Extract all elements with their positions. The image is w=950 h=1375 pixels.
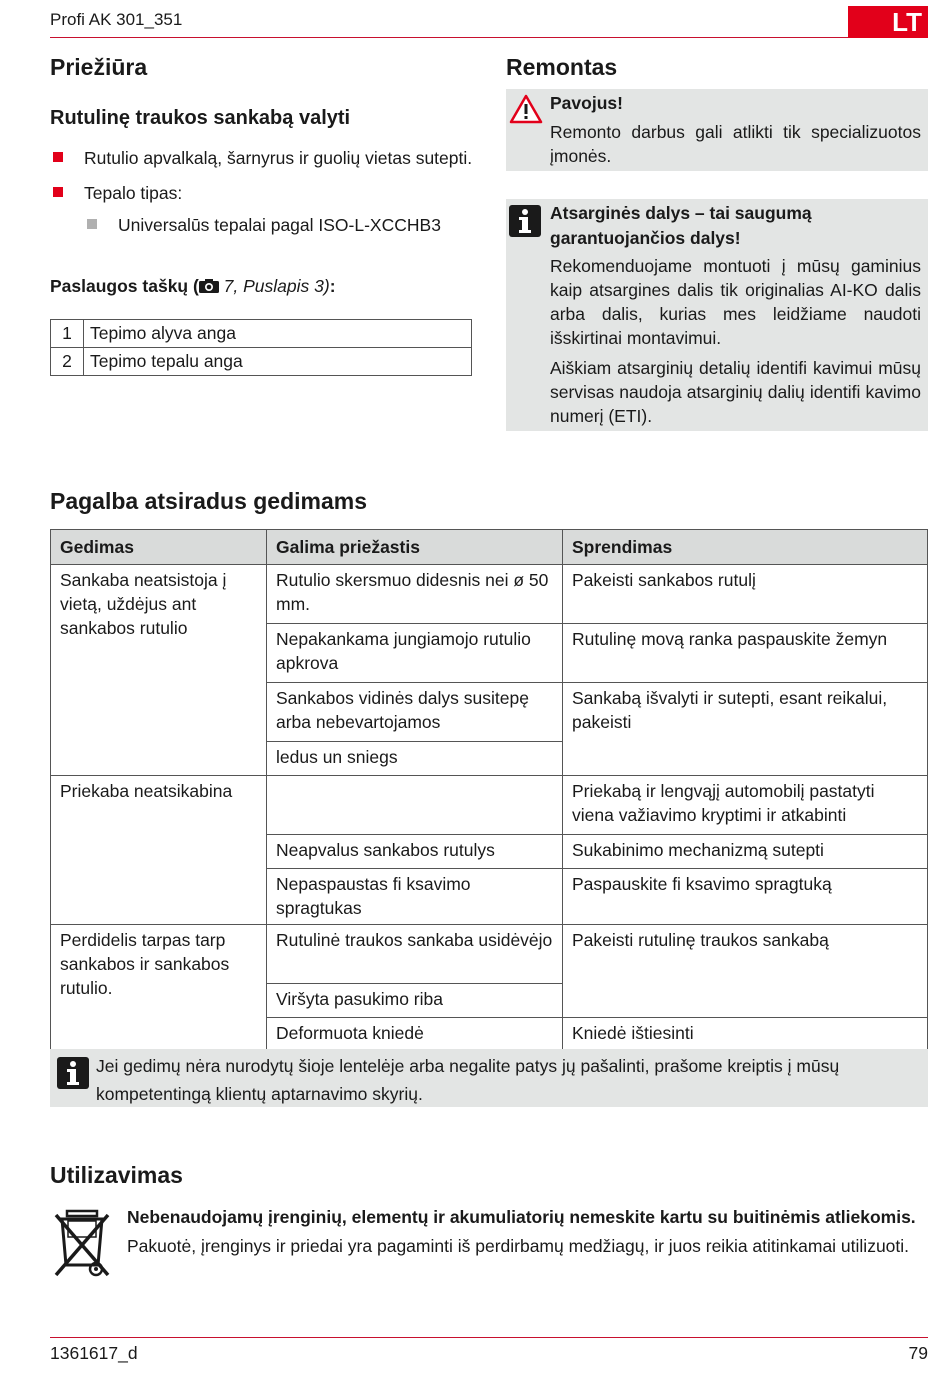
info-icon (509, 205, 541, 237)
footer-divider (50, 1337, 928, 1338)
service-point-text: Tepimo tepalu anga (84, 348, 472, 376)
info-box-spare-parts (506, 199, 928, 431)
document-title: Profi AK 301_351 (50, 10, 183, 29)
service-points-suffix: : (329, 276, 336, 296)
bullet-square-icon (53, 187, 63, 197)
camera-icon (199, 279, 219, 293)
ball-coupling-heading: Rutulinę traukos sankabą valyti (50, 107, 351, 129)
table-row (51, 776, 928, 835)
cause-cell: Neapvalus sankabos rutulys (267, 835, 563, 869)
crossed-bin-icon (54, 1207, 110, 1279)
fault-cell: Perdidelis tarpas tarp sankabos ir sankabos rutulio. (51, 925, 267, 1052)
page-number: 79 (908, 1343, 928, 1363)
cause-cell: Deformuota kniedė (267, 1018, 563, 1052)
info-title-line-1: Atsarginės dalys – tai saugumą (550, 203, 812, 223)
disposal-warning: Nebenaudojamų įrenginių, elementų ir akumuliatorių nemeskite kartu su buitinėmis atliekomis. (127, 1207, 916, 1227)
cause-cell: Rutulio skersmuo didesnis nei ø 50 mm. (267, 565, 563, 624)
info-icon (57, 1057, 89, 1089)
warning-triangle-icon (509, 94, 543, 124)
solution-cell: Pakeisti sankabos rutulį (563, 565, 928, 624)
table-header-row (51, 530, 928, 565)
sub-bullet-square-icon (87, 219, 97, 229)
service-points-ref: 7, Puslapis 3) (218, 276, 330, 296)
customer-service-note: Jei gedimų nėra nurodytų šioje lentelėje arba negalite patys jų pašalinti, prašome kreiptis į mūsų kompetentingą klientų aptarnavimo skyrių. (96, 1056, 840, 1104)
bullet-text-1: Rutulio apvalkalą, šarnyrus ir guolių vietas sutepti. (84, 148, 473, 168)
danger-text: Remonto darbus gali atlikti tik specializuotos įmonės. (550, 122, 921, 166)
service-point-number: 1 (51, 320, 84, 348)
repair-heading: Remontas (506, 54, 618, 80)
table-row (51, 925, 928, 984)
cause-cell: ledus un sniegs (267, 742, 563, 776)
service-points-label (50, 274, 336, 298)
header-divider (50, 37, 848, 38)
solution-cell: Pakeisti rutulinę traukos sankabą (563, 925, 928, 1018)
disposal-heading: Utilizavimas (50, 1162, 183, 1188)
column-header-cause: Galima priežastis (267, 530, 563, 565)
service-points-table (50, 319, 472, 376)
table-row (51, 565, 928, 624)
service-points-prefix: Paslaugos taškų ( (50, 276, 199, 296)
info-title-line-2: garantuojančios dalys! (550, 228, 741, 248)
language-badge: LT (848, 6, 928, 38)
fault-cell: Sankaba neatsistoja į vietą, uždėjus ant sankabos rutulio (51, 565, 267, 776)
solution-cell: Priekabą ir lengvąjį automobilį pastatyti viena važiavimo kryptimi ir atkabinti (563, 776, 928, 835)
bullet-text-2: Tepalo tipas: (84, 183, 183, 203)
bullet-square-icon (53, 152, 63, 162)
troubleshooting-table (50, 529, 928, 1052)
table-row (51, 320, 472, 348)
fault-cell: Priekaba neatsikabina (51, 776, 267, 925)
table-row (51, 348, 472, 376)
cause-cell: Rutulinė traukos sankaba usidėvėjo (267, 925, 563, 984)
danger-title: Pavojus! (550, 93, 623, 113)
cause-cell: Nepaspaustas fi ksavimo spragtukas (267, 869, 563, 925)
disposal-text: Pakuotė, įrenginys ir priedai yra pagaminti iš perdirbamų medžiagų, ir juos reikia atitinkamai utilizuoti. (127, 1236, 910, 1256)
solution-cell: Paspauskite fi ksavimo spragtuką (563, 869, 928, 925)
service-point-number: 2 (51, 348, 84, 376)
cause-cell: Sankabos vidinės dalys susitepę arba nebevartojamos (267, 683, 563, 742)
cause-cell: Nepakankama jungiamojo rutulio apkrova (267, 624, 563, 683)
cause-cell (267, 776, 563, 835)
solution-cell: Sukabinimo mechanizmą sutepti (563, 835, 928, 869)
sub-bullet-text: Universalūs tepalai pagal ISO-L-XCCHB3 (118, 215, 441, 235)
troubleshooting-heading: Pagalba atsiradus gedimams (50, 488, 368, 514)
solution-cell: Sankabą išvalyti ir sutepti, esant reikalui, pakeisti (563, 683, 928, 776)
document-number: 1361617_d (50, 1343, 138, 1363)
column-header-fault: Gedimas (51, 530, 267, 565)
column-header-solution: Sprendimas (563, 530, 928, 565)
maintenance-heading: Priežiūra (50, 54, 148, 80)
info-box-customer-service (50, 1049, 928, 1107)
info-text-2: Aiškiam atsarginių detalių identifi kavimui mūsų servisas naudoja atsarginių dalių identifi kavimo numerį (ETI). (550, 358, 921, 426)
service-point-text: Tepimo alyva anga (84, 320, 472, 348)
cause-cell: Viršyta pasukimo riba (267, 984, 563, 1018)
solution-cell: Rutulinę movą ranka paspauskite žemyn (563, 624, 928, 683)
solution-cell: Kniedė ištiesinti (563, 1018, 928, 1052)
info-text-1: Rekomenduojame montuoti į mūsų gaminius kaip atsargines dalis tik originalias AI-KO dalis arba dalis, kurias mes leidžiame naudoti išskirtinai montavimui. (550, 256, 921, 348)
danger-box (506, 89, 928, 171)
